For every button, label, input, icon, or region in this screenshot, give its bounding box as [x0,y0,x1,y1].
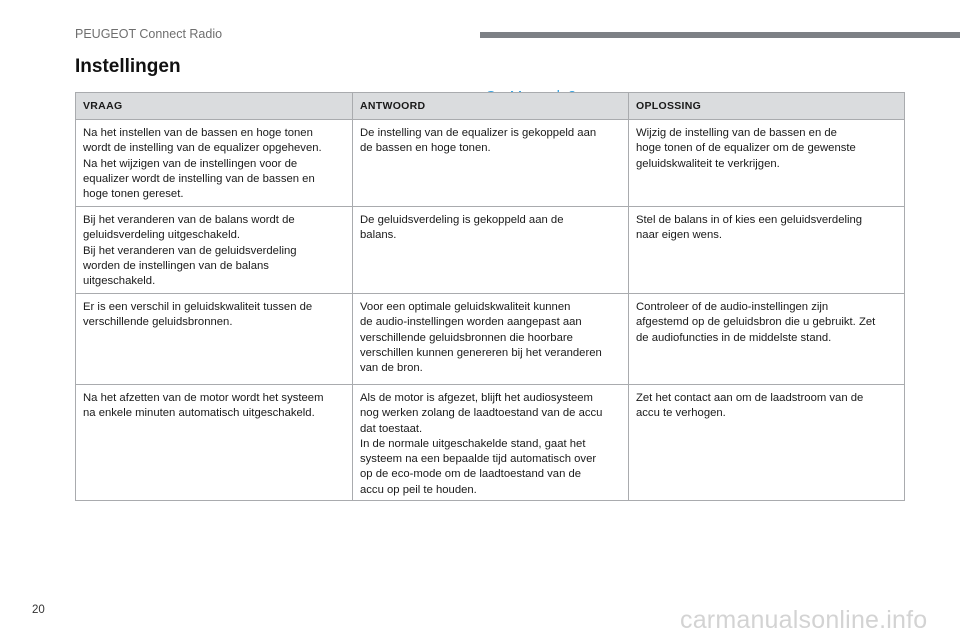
answer-cell: De instelling van de equalizer is gekoppeld aan de bassen en hoge tonen. [353,120,629,207]
answer-cell: Voor een optimale geluidskwaliteit kunnen de audio-instellingen worden aangepast aan verschillende geluidsbronnen die hoorbare verschillen kunnen genereren bij het veranderen van de bron. [353,294,629,385]
table-row [76,294,905,385]
manual-header-title: PEUGEOT Connect Radio [75,27,223,41]
table-row [76,207,905,294]
column-header-antwoord: ANTWOORD [353,93,629,120]
answer-cell: De geluidsverdeling is gekoppeld aan de balans. [353,207,629,294]
header-bar [480,32,960,38]
section-title: Instellingen [75,56,181,77]
question-cell: Bij het veranderen van de balans wordt de geluidsverdeling uitgeschakeld. Bij het veranderen van de geluidsverdeling worden de instellingen van de balans uitgeschakeld. [76,207,353,294]
table-row [76,385,905,501]
column-header-oplossing: OPLOSSING [629,93,905,120]
page-number: 20 [32,604,45,616]
solution-cell: Zet het contact aan om de laadstroom van de accu te verhogen. [629,385,905,501]
column-header-vraag: VRAAG [76,93,353,120]
solution-cell: Wijzig de instelling van de bassen en de hoge tonen of de equalizer om de gewenste geluidskwaliteit te verkrijgen. [629,120,905,207]
solution-cell: Stel de balans in of kies een geluidsverdeling naar eigen wens. [629,207,905,294]
watermark-carmanualsonline: carmanualsonline.info [680,606,928,634]
table-row [76,120,905,207]
question-cell: Na het afzetten van de motor wordt het systeem na enkele minuten automatisch uitgeschakeld. [76,385,353,501]
table-header-row [76,93,905,120]
question-cell: Er is een verschil in geluidskwaliteit tussen de verschillende geluidsbronnen. [76,294,353,385]
answer-cell: Als de motor is afgezet, blijft het audiosysteem nog werken zolang de laadtoestand van de accu dat toestaat. In de normale uitgeschakelde stand, gaat het systeem na een bepaalde tijd automatisch over op de eco-mode om de laadtoestand van de accu op peil te houden. [353,385,629,501]
question-cell: Na het instellen van de bassen en hoge tonen wordt de instelling van de equalizer opgeheven. Na het wijzigen van de instellingen voor de equalizer wordt de instelling van de bassen en hoge tonen gereset. [76,120,353,207]
troubleshooting-table [75,92,905,501]
solution-cell: Controleer of de audio-instellingen zijn afgestemd op de geluidsbron die u gebruikt. Zet de audiofuncties in de middelste stand. [629,294,905,385]
